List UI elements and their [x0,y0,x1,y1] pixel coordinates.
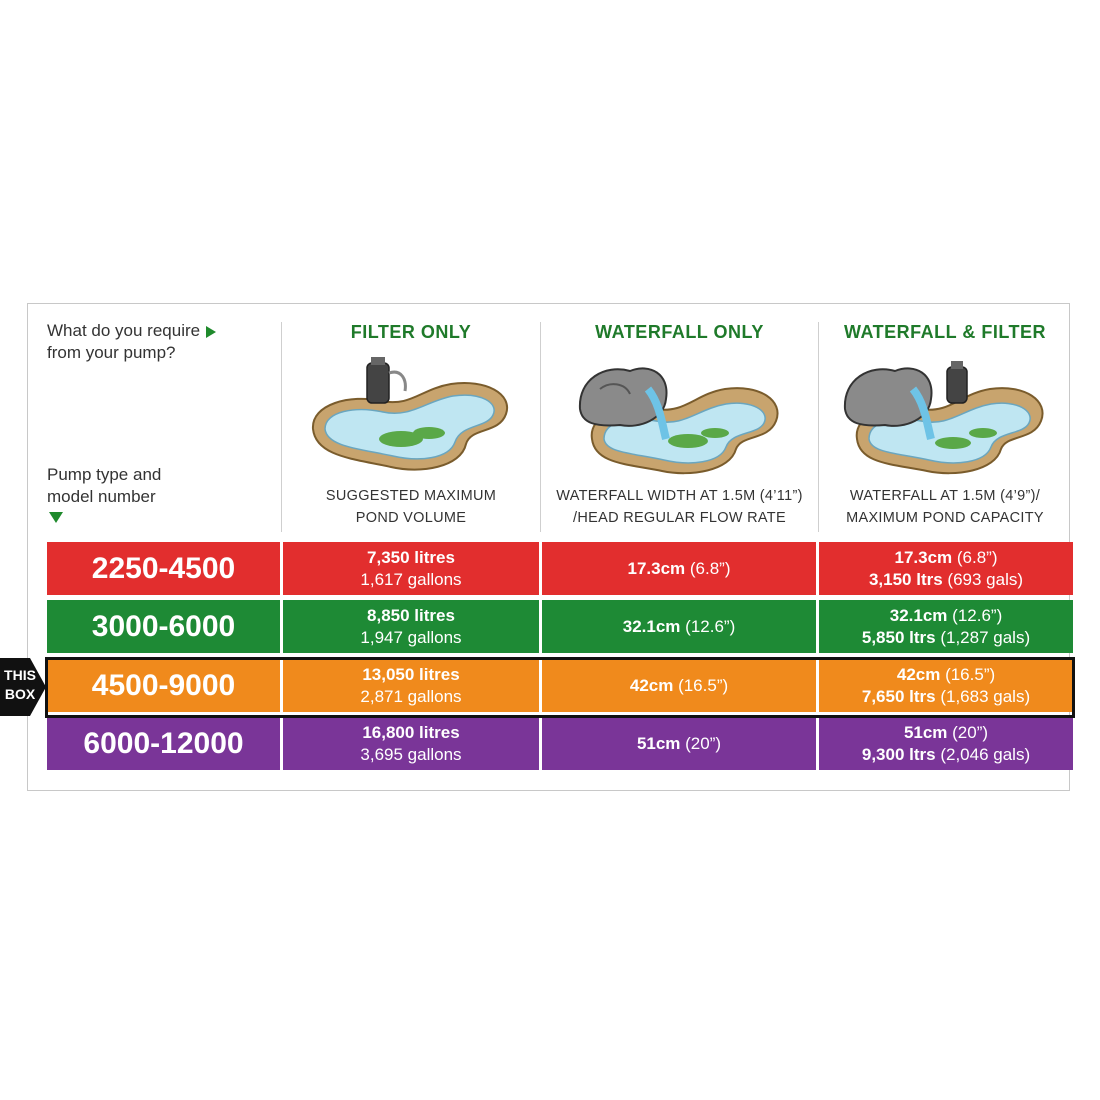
filter-volume-cell [283,542,539,595]
pond-capacity: 9,300 ltrs (2,046 gals) [861,744,1031,764]
model-number-cell [47,717,280,770]
model-number: 4500-9000 [91,668,236,702]
filter-volume-cell [283,659,539,712]
waterfall-width-cell [542,659,816,712]
volume-litres: 7,350 litres [367,547,455,567]
waterfall-width-cell [542,542,816,595]
model-number-cell [47,600,280,653]
table-row [47,600,1073,653]
column-description: WATERFALL WIDTH AT 1.5M (4’11”) /HEAD REGULAR FLOW RATE [556,488,803,526]
this-box-label: THIS BOX [4,667,36,702]
question-label: What do you require from your pump? [47,320,247,364]
waterfall-filter-cell [819,717,1073,770]
model-number: 2250-4500 [91,551,236,585]
waterfall-width: 51cm (20”) [636,733,722,753]
waterfall-width: 17.3cm (6.8”) [894,547,998,567]
waterfall-width: 17.3cm (6.8”) [627,558,731,578]
volume-gallons: 1,617 gallons [360,569,462,589]
table-row [47,659,1073,712]
waterfall-filter-cell [819,600,1073,653]
model-number: 6000-12000 [83,726,244,760]
waterfall-width: 32.1cm (12.6”) [622,616,736,636]
this-box-arrow-tag [0,658,46,716]
pond-waterfall-illustration [570,349,790,484]
column-title: WATERFALL & FILTER [844,322,1046,342]
column-waterfall-only [541,304,818,539]
waterfall-width: 42cm (16.5”) [896,664,996,684]
pond-capacity: 7,650 ltrs (1,683 gals) [861,686,1031,706]
volume-gallons: 2,871 gallons [360,686,462,706]
pond-waterfall-filter-illustration [835,349,1055,484]
pump-type-label: Pump type and model number [47,465,162,506]
waterfall-filter-cell [819,542,1073,595]
model-number-cell [47,659,280,712]
waterfall-width: 32.1cm (12.6”) [889,605,1003,625]
pond-capacity: 5,850 ltrs (1,287 gals) [861,627,1031,647]
pond-filter-illustration [301,349,521,484]
column-title: WATERFALL ONLY [595,322,764,342]
filter-volume-cell [283,600,539,653]
volume-litres: 13,050 litres [362,664,460,684]
triangle-down-icon [49,512,63,523]
table-row [47,717,1073,770]
column-waterfall-filter [819,304,1071,539]
column-title: FILTER ONLY [350,322,472,342]
volume-litres: 16,800 litres [362,722,460,742]
waterfall-filter-cell [819,659,1073,712]
filter-volume-cell [283,717,539,770]
column-description: SUGGESTED MAXIMUM POND VOLUME [325,488,497,526]
pond-capacity: 3,150 ltrs (693 gals) [868,569,1024,589]
waterfall-width-cell [542,717,816,770]
waterfall-width-cell [542,600,816,653]
volume-litres: 8,850 litres [367,605,455,625]
model-number-cell [47,542,280,595]
column-description: WATERFALL AT 1.5M (4’9”)/ MAXIMUM POND CAPACITY [846,488,1044,526]
volume-gallons: 3,695 gallons [360,744,462,764]
waterfall-width: 42cm (16.5”) [629,675,729,695]
volume-gallons: 1,947 gallons [360,627,462,647]
column-filter-only [282,304,540,539]
triangle-right-icon [206,326,216,338]
model-number: 3000-6000 [91,609,236,643]
waterfall-width: 51cm (20”) [903,722,989,742]
table-row [47,542,1073,595]
